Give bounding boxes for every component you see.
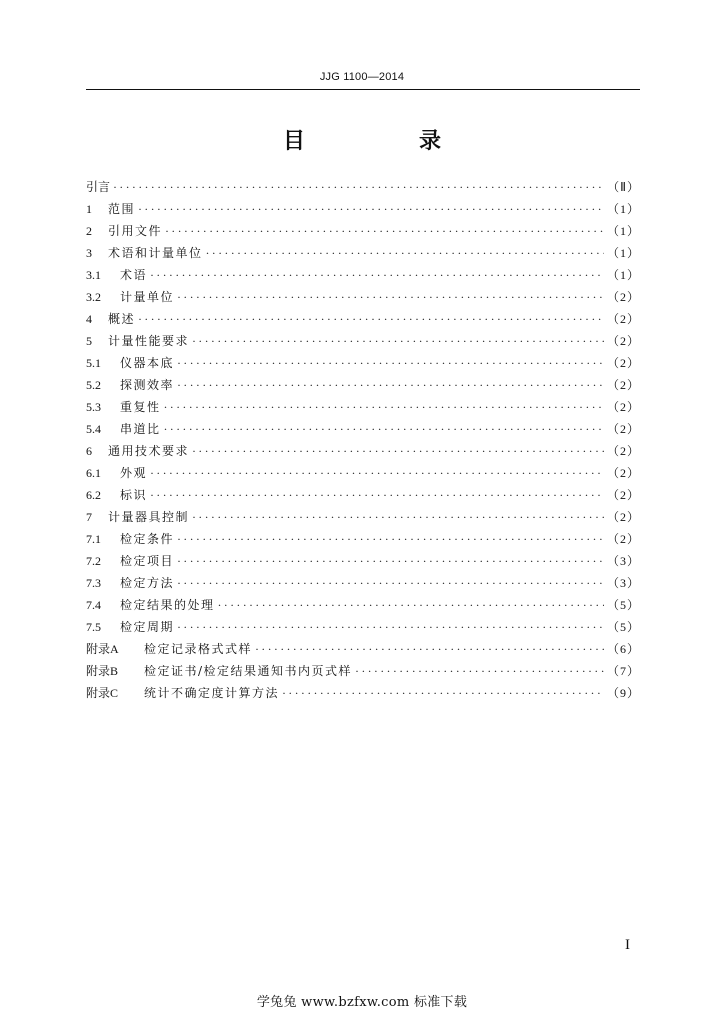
toc-dot-leader (165, 220, 604, 242)
standard-code: JJG 1100—2014 (319, 71, 405, 83)
toc-entry-page: （2） (606, 488, 640, 502)
toc-entry-page: （3） (606, 554, 640, 568)
toc-entry-page: （6） (606, 642, 640, 656)
toc-entry-title: 检定方法 (120, 576, 175, 590)
toc-entry[interactable] (86, 506, 640, 528)
toc-dot-leader (177, 550, 604, 572)
toc-entry-number: 4 (86, 312, 92, 326)
toc-entry-page: （2） (606, 378, 640, 392)
toc-entry-page: （7） (606, 664, 640, 678)
toc-entry-title: 概述 (108, 312, 136, 326)
page-title: 目 录 (282, 129, 487, 154)
toc-entry-page: （1） (606, 202, 640, 216)
toc-entry[interactable] (86, 638, 640, 660)
toc-entry[interactable] (86, 352, 640, 374)
toc-entry[interactable] (86, 220, 640, 242)
toc-entry-page: （5） (606, 598, 640, 612)
toc-entry[interactable] (86, 176, 640, 198)
toc-entry-page: （2） (606, 422, 640, 436)
toc-entry-number: 1 (86, 202, 92, 216)
toc-entry-number: 附录A (86, 642, 119, 656)
toc-entry-number: 7.4 (86, 598, 101, 612)
toc-entry-title: 外观 (120, 466, 148, 480)
toc-entry-title: 计量单位 (120, 290, 175, 304)
toc-dot-leader (150, 462, 604, 484)
toc-entry-number: 7 (86, 510, 92, 524)
toc-entry-title: 引用文件 (108, 224, 163, 238)
toc-entry-page: （1） (606, 268, 640, 282)
toc-entry-page: （2） (606, 290, 640, 304)
toc-entry[interactable] (86, 308, 640, 330)
toc-dot-leader (177, 374, 604, 396)
toc-dot-leader (192, 440, 604, 462)
footer-watermark: 学兔兔 www.bzfxw.com 标准下载 (256, 995, 468, 1010)
toc-entry-number: 5.4 (86, 422, 101, 436)
toc-entry-number: 6.2 (86, 488, 101, 502)
toc-entry-number: 7.3 (86, 576, 101, 590)
toc-entry-title: 检定记录格式式样 (144, 642, 253, 656)
toc-dot-leader (150, 484, 604, 506)
toc-entry-page: （2） (606, 510, 640, 524)
toc-entry[interactable] (86, 396, 640, 418)
toc-dot-leader (164, 396, 604, 418)
toc-entry-title: 计量性能要求 (108, 334, 190, 348)
toc-entry-number: 6.1 (86, 466, 101, 480)
toc-entry-title: 范围 (108, 202, 136, 216)
toc-entry-title: 检定条件 (120, 532, 175, 546)
toc-entry-number: 3.2 (86, 290, 101, 304)
toc-entry-title: 检定证书/检定结果通知书内页式样 (144, 664, 353, 678)
toc-dot-leader (177, 572, 604, 594)
toc-entry-title: 统计不确定度计算方法 (144, 686, 280, 700)
toc-entry[interactable] (86, 572, 640, 594)
toc-entry[interactable] (86, 418, 640, 440)
toc-entry-title: 计量器具控制 (108, 510, 190, 524)
toc-entry[interactable] (86, 440, 640, 462)
toc-dot-leader (177, 352, 604, 374)
toc-entry-page: （9） (606, 686, 640, 700)
toc-entry[interactable] (86, 550, 640, 572)
toc-entry-title: 标识 (120, 488, 148, 502)
toc-dot-leader (206, 242, 604, 264)
toc-entry[interactable] (86, 198, 640, 220)
toc-entry[interactable] (86, 484, 640, 506)
toc-entry-number: 7.1 (86, 532, 101, 546)
page-number: I (625, 937, 630, 953)
toc-entry-title: 探测效率 (120, 378, 175, 392)
toc-entry-title: 术语 (120, 268, 148, 282)
toc-dot-leader (255, 638, 604, 660)
toc-entry-page: （2） (606, 334, 640, 348)
toc-entry[interactable] (86, 462, 640, 484)
toc-entry-number: 5.1 (86, 356, 101, 370)
toc-dot-leader (150, 264, 604, 286)
toc-entry-page: （2） (606, 466, 640, 480)
toc-entry-number: 5.2 (86, 378, 101, 392)
toc-entry-page: （5） (606, 620, 640, 634)
toc-entry-page: （2） (606, 400, 640, 414)
toc-entry-number: 2 (86, 224, 92, 238)
toc-dot-leader (177, 286, 604, 308)
toc-entry-number: 引言 (86, 180, 111, 194)
toc-entry[interactable] (86, 660, 640, 682)
toc-dot-leader (282, 682, 604, 704)
toc-entry[interactable] (86, 264, 640, 286)
toc-entry-page: （2） (606, 356, 640, 370)
toc-entry-number: 7.2 (86, 554, 101, 568)
toc-entry-page: （2） (606, 312, 640, 326)
toc-dot-leader (138, 198, 604, 220)
header-rule (86, 89, 640, 90)
toc-dot-leader (177, 528, 604, 550)
toc-entry-page: （3） (606, 576, 640, 590)
toc-entry-number: 5.3 (86, 400, 101, 414)
toc-entry-page: （1） (606, 246, 640, 260)
toc-entry-title: 术语和计量单位 (108, 246, 203, 260)
toc-entry[interactable] (86, 528, 640, 550)
toc-entry[interactable] (86, 682, 640, 704)
toc-entry[interactable] (86, 594, 640, 616)
toc-dot-leader (218, 594, 604, 616)
toc-entry-page: （1） (606, 224, 640, 238)
table-of-contents (86, 176, 640, 704)
toc-dot-leader (192, 330, 604, 352)
toc-entry-title: 串道比 (120, 422, 161, 436)
toc-dot-leader (164, 418, 604, 440)
toc-entry-number: 7.5 (86, 620, 101, 634)
toc-entry-number: 5 (86, 334, 92, 348)
toc-entry-title: 通用技术要求 (108, 444, 190, 458)
toc-entry-page: （2） (606, 532, 640, 546)
toc-entry-number: 附录B (86, 664, 119, 678)
toc-dot-leader (192, 506, 604, 528)
toc-entry[interactable] (86, 242, 640, 264)
toc-entry-number: 6 (86, 444, 92, 458)
toc-entry[interactable] (86, 286, 640, 308)
toc-entry-number: 3.1 (86, 268, 101, 282)
toc-dot-leader (138, 308, 604, 330)
toc-dot-leader (113, 176, 604, 198)
toc-entry-title: 仪器本底 (120, 356, 175, 370)
toc-entry-page: （2） (606, 444, 640, 458)
toc-entry-number: 3 (86, 246, 92, 260)
toc-entry-number: 附录C (86, 686, 119, 700)
toc-entry-title: 检定周期 (120, 620, 175, 634)
toc-entry-title: 重复性 (120, 400, 161, 414)
toc-dot-leader (177, 616, 604, 638)
toc-entry[interactable] (86, 330, 640, 352)
toc-dot-leader (355, 660, 604, 682)
toc-entry-title: 检定结果的处理 (120, 598, 215, 612)
toc-entry[interactable] (86, 616, 640, 638)
toc-entry-page: （Ⅱ） (607, 180, 640, 194)
toc-entry[interactable] (86, 374, 640, 396)
toc-entry-title: 检定项目 (120, 554, 175, 568)
